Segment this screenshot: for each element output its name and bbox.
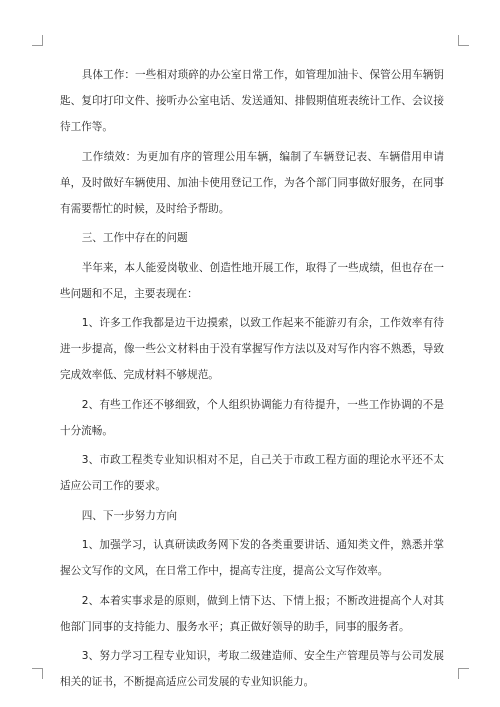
paragraph-work-performance: 工作绩效：为更加有序的管理公用车辆，编制了车辆登记表、车辆借用申请单，及时做好车辆使用、加油卡使用登记工作，为各个部门同事做好服务，在同事有需要帮忙的时候，及时给予帮助。 bbox=[60, 150, 444, 215]
paragraph-problem-1: 1、许多工作我都是边干边摸索，以致工作起来不能游刃有余，工作效率有待进一步提高，像一些公文材料由于没有掌握写作方法以及对写作内容不熟悉，导致完成效率低、完成材料不够规范。 bbox=[60, 317, 444, 381]
document-body bbox=[60, 62, 444, 699]
paragraph-problem-2: 2、有些工作还不够细致，个人组织协调能力有待提升，一些工作协调的不是十分流畅。 bbox=[60, 398, 444, 437]
paragraph-next-step-2: 2、本着实事求是的原则，做到上情下达、下情上报；不断改进提高个人对其他部门同事的支持能力、服务水平；真正做好领导的助手，同事的服务者。 bbox=[60, 594, 444, 633]
crop-mark-bottom-right bbox=[458, 668, 469, 679]
paragraph-next-step-3: 3、努力学习工程专业知识，考取二级建造师、安全生产管理员等与公司发展相关的证书，不断提高适应公司发展的专业知识能力。 bbox=[60, 650, 444, 688]
section-heading-problems: 三、工作中存在的问题 bbox=[81, 232, 188, 244]
crop-mark-bottom-left bbox=[32, 668, 43, 679]
crop-mark-top-left bbox=[32, 35, 43, 46]
paragraph-specific-work: 具体工作：一些相对琐碎的办公室日常工作，如管理加油卡、保管公用车辆钥匙、复印打印文件、接听办公室电话、发送通知、排假期值班表统计工作、会议接待工作等。 bbox=[60, 69, 444, 133]
paragraph-next-step-1: 1、加强学习，认真研读政务网下发的各类重要讲话、通知类文件，熟悉并掌握公文写作的文风，在日常工作中，提高专注度，提高公文写作效率。 bbox=[60, 539, 444, 577]
crop-mark-top-right bbox=[458, 35, 469, 46]
paragraph-problem-3: 3、市政工程类专业知识相对不足，自己关于市政工程方面的理论水平还不太适应公司工作的要求。 bbox=[60, 454, 444, 492]
paragraph-half-year-summary: 半年来，本人能爱岗敬业、创造性地开展工作，取得了一些成绩，但也存在一些问题和不足，主要表现在： bbox=[60, 261, 444, 300]
section-heading-next-steps: 四、下一步努力方向 bbox=[81, 509, 178, 522]
